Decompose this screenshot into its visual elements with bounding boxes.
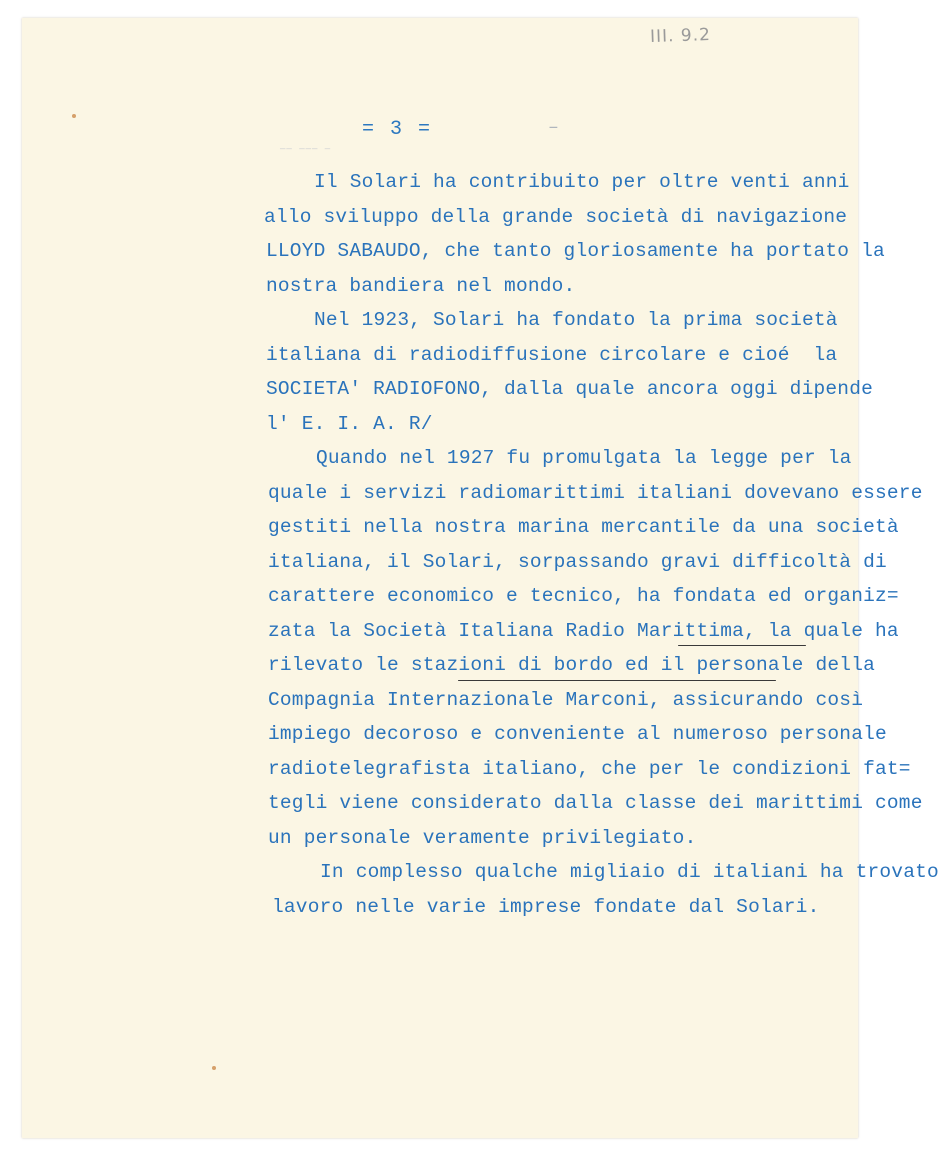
text-line: un personale veramente privilegiato. [268, 827, 697, 849]
faint-dash: – [548, 118, 559, 138]
text-line: radiotelegrafista italiano, che per le condizioni fat= [268, 758, 911, 780]
text-line: carattere economico e tecnico, ha fondata ed organiz= [268, 585, 899, 607]
paper-spot [72, 114, 76, 118]
text-line: allo sviluppo della grande società di navigazione [264, 206, 848, 228]
typewritten-page [22, 18, 939, 1138]
text-line: quale i servizi radiomarittimi italiani dovevano essere [268, 482, 923, 504]
text-line: l' E. I. A. R/ [266, 413, 433, 435]
text-line: Compagnia Internazionale Marconi, assicurando così [268, 689, 864, 711]
text-line: SOCIETA' RADIOFONO, dalla quale ancora oggi dipende [266, 378, 873, 400]
text-line: Il Solari ha contribuito per oltre venti anni [314, 171, 850, 193]
text-line: nostra bandiera nel mondo. [266, 275, 576, 297]
text-line: lavoro nelle varie imprese fondate dal Solari. [272, 896, 820, 918]
text-line: Quando nel 1927 fu promulgata la legge per la [316, 447, 852, 469]
underline-mark [458, 680, 776, 681]
text-line: LLOYD SABAUDO, che tanto gloriosamente ha portato la [266, 240, 885, 262]
text-line: impiego decoroso e conveniente al numeroso personale [268, 723, 887, 745]
archive-pencil-note: III. 9.2 [649, 24, 712, 48]
text-line: italiana, il Solari, sorpassando gravi difficoltà di [268, 551, 887, 573]
ink-smudge: —— ——— — [280, 144, 332, 154]
page-number: = 3 = [362, 118, 433, 141]
text-line: zata la Società Italiana Radio Marittima, la quale ha [268, 620, 899, 642]
underline-mark [678, 645, 806, 646]
text-line: Nel 1923, Solari ha fondato la prima società [314, 309, 838, 331]
text-line: In complesso qualche migliaio di italiani ha trovato [320, 861, 939, 883]
paper-spot [212, 1066, 216, 1070]
text-line: rilevato le stazioni di bordo ed il personale della [268, 654, 875, 676]
text-line: italiana di radiodiffusione circolare e cioé la [266, 344, 838, 366]
text-line: tegli viene considerato dalla classe dei marittimi come [268, 792, 923, 814]
text-line: gestiti nella nostra marina mercantile da una società [268, 516, 899, 538]
